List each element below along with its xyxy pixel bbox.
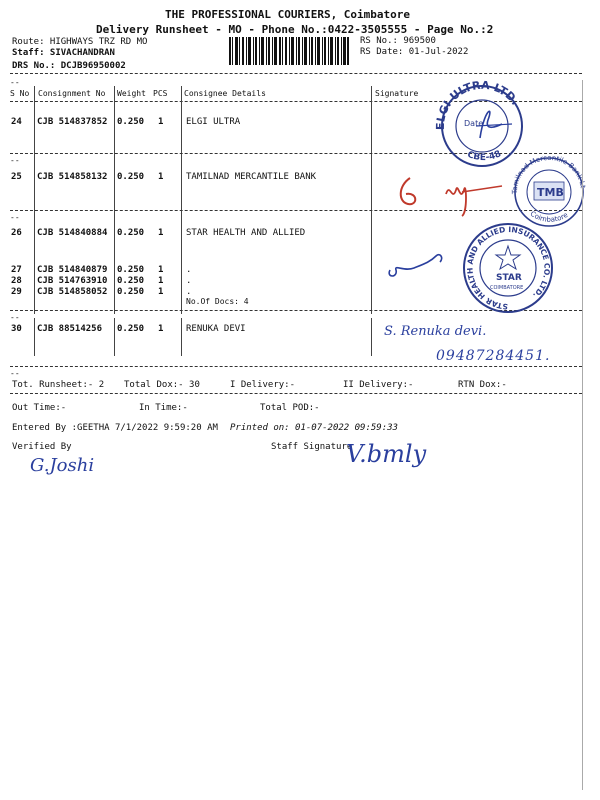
row-sno: 27	[11, 265, 22, 275]
col-separator	[181, 86, 182, 314]
row-weight: 0.250	[117, 324, 145, 334]
rtn-dox: RTN Dox:-	[458, 380, 507, 390]
row-pcs: 1	[158, 117, 164, 127]
col-separator	[114, 318, 115, 356]
page-edge-line	[582, 80, 583, 790]
col-signature: Signature	[375, 89, 419, 98]
svg-text:TMB: TMB	[537, 186, 564, 199]
row-sno: 28	[11, 276, 22, 286]
row-rule	[10, 366, 582, 367]
row-weight: 0.250	[117, 265, 145, 275]
staff-label: Staff: SIVACHANDRAN	[12, 48, 115, 58]
document-subtitle: Delivery Runsheet - MO - Phone No.:0422-3505555 - Page No.:2	[96, 23, 494, 36]
totals-rule	[10, 393, 582, 394]
row-pcs: 1	[158, 228, 164, 238]
col-separator	[34, 86, 35, 314]
row-consignment: CJB 514837852	[37, 117, 108, 127]
row-consignment: CJB 514763910	[37, 276, 108, 286]
row-weight: 0.250	[117, 287, 145, 297]
verified-by-signature: G.Joshi	[30, 455, 95, 476]
row-25-signature	[392, 172, 504, 220]
svg-text:Coimbatore: Coimbatore	[528, 209, 570, 224]
no-of-docs: No.Of Docs: 4	[186, 297, 249, 306]
col-consignment: Consignment No	[38, 89, 106, 98]
col-separator	[371, 86, 372, 314]
renuka-handwritten-name: S. Renuka devi.	[384, 324, 487, 339]
entered-by: Entered By :GEETHA 7/1/2022 9:59:20 AM	[12, 423, 218, 433]
rs-date: RS Date: 01-Jul-2022	[360, 47, 469, 57]
total-pod: Total POD:-	[260, 403, 320, 413]
row-consignee: RENUKA DEVI	[186, 324, 246, 334]
svg-text:STAR HEALTH AND ALLIED INSURAN: STAR HEALTH AND ALLIED INSURANCE CO. LTD.	[465, 224, 552, 312]
verified-by-label: Verified By	[12, 442, 72, 452]
rule-tick: --	[10, 156, 20, 165]
row-consignment: CJB 514840884	[37, 228, 108, 238]
rule-tick: --	[10, 78, 20, 87]
staff-signature-label: Staff Signature	[271, 442, 353, 452]
col-separator	[114, 86, 115, 314]
col-pcs: PCS	[153, 89, 168, 98]
printed-on: Printed on: 01-07-2022 09:59:33	[230, 423, 398, 433]
rule-tick: --	[10, 313, 20, 322]
route-label: Route: HIGHWAYS TRZ RD MO	[12, 37, 148, 47]
svg-text:STAR: STAR	[496, 273, 522, 283]
row-consignment: CJB 514840879	[37, 265, 108, 275]
row-sno: 30	[11, 324, 22, 334]
rule-tick: --	[10, 213, 20, 222]
total-dox: Total Dox:- 30	[124, 380, 200, 390]
row-pcs: 1	[158, 287, 164, 297]
row-26-signature	[384, 252, 454, 282]
row-consignment: CJB 88514256	[37, 324, 103, 334]
row-sno: 29	[11, 287, 22, 297]
staff-signature: V.bmly	[346, 440, 427, 468]
renuka-handwritten-phone: 09487284451.	[436, 348, 551, 364]
row-consignee: .	[186, 287, 192, 297]
col-weight: Weight	[117, 89, 146, 98]
row-pcs: 1	[158, 276, 164, 286]
rule-tick: --	[10, 369, 20, 378]
drs-number: DRS No.: DCJB96950002	[12, 61, 126, 71]
col-separator	[371, 318, 372, 356]
svg-text:Tamilnad Mercantile Bank Ltd.: Tamilnad Mercantile Bank Lt	[510, 153, 587, 195]
row-consignee: ELGI ULTRA	[186, 117, 241, 127]
first-delivery: I Delivery:-	[230, 380, 296, 390]
row-sno: 26	[11, 228, 22, 238]
svg-text:ELGI ULTRA LTD.: ELGI ULTRA LTD.	[433, 80, 522, 131]
row-weight: 0.250	[117, 276, 145, 286]
header-rule	[10, 73, 582, 74]
row-consignee: TAMILNAD MERCANTILE BANK	[186, 172, 317, 182]
row-weight: 0.250	[117, 172, 145, 182]
col-sno: S No	[10, 89, 30, 98]
col-separator	[34, 318, 35, 356]
row-consignment: CJB 514858132	[37, 172, 108, 182]
in-time: In Time:-	[139, 403, 188, 413]
row-consignee: STAR HEALTH AND ALLIED	[186, 228, 306, 238]
row-pcs: 1	[158, 172, 164, 182]
svg-text:COIMBATORE: COIMBATORE	[490, 285, 524, 291]
document-title: THE PROFESSIONAL COURIERS, Coimbatore	[165, 8, 411, 21]
barcode	[229, 37, 349, 65]
out-time: Out Time:-	[12, 403, 67, 413]
col-separator	[181, 318, 182, 356]
svg-text:Date: Date	[464, 119, 484, 128]
star-health-stamp	[460, 222, 556, 314]
row-sno: 25	[11, 172, 22, 182]
total-runsheet: Tot. Runsheet:- 2	[12, 380, 105, 390]
row-consignment: CJB 514858052	[37, 287, 108, 297]
row-pcs: 1	[158, 265, 164, 275]
row-pcs: 1	[158, 324, 164, 334]
row-weight: 0.250	[117, 117, 145, 127]
row-weight: 0.250	[117, 228, 145, 238]
second-delivery: II Delivery:-	[343, 380, 414, 390]
row-sno: 24	[11, 117, 22, 127]
row-consignee: .	[186, 276, 192, 286]
rs-number: RS No.: 969500	[360, 36, 436, 46]
col-consignee: Consignee Details	[184, 89, 266, 98]
row-consignee: .	[186, 265, 192, 275]
svg-text:CBE-48: CBE-48	[465, 149, 503, 164]
